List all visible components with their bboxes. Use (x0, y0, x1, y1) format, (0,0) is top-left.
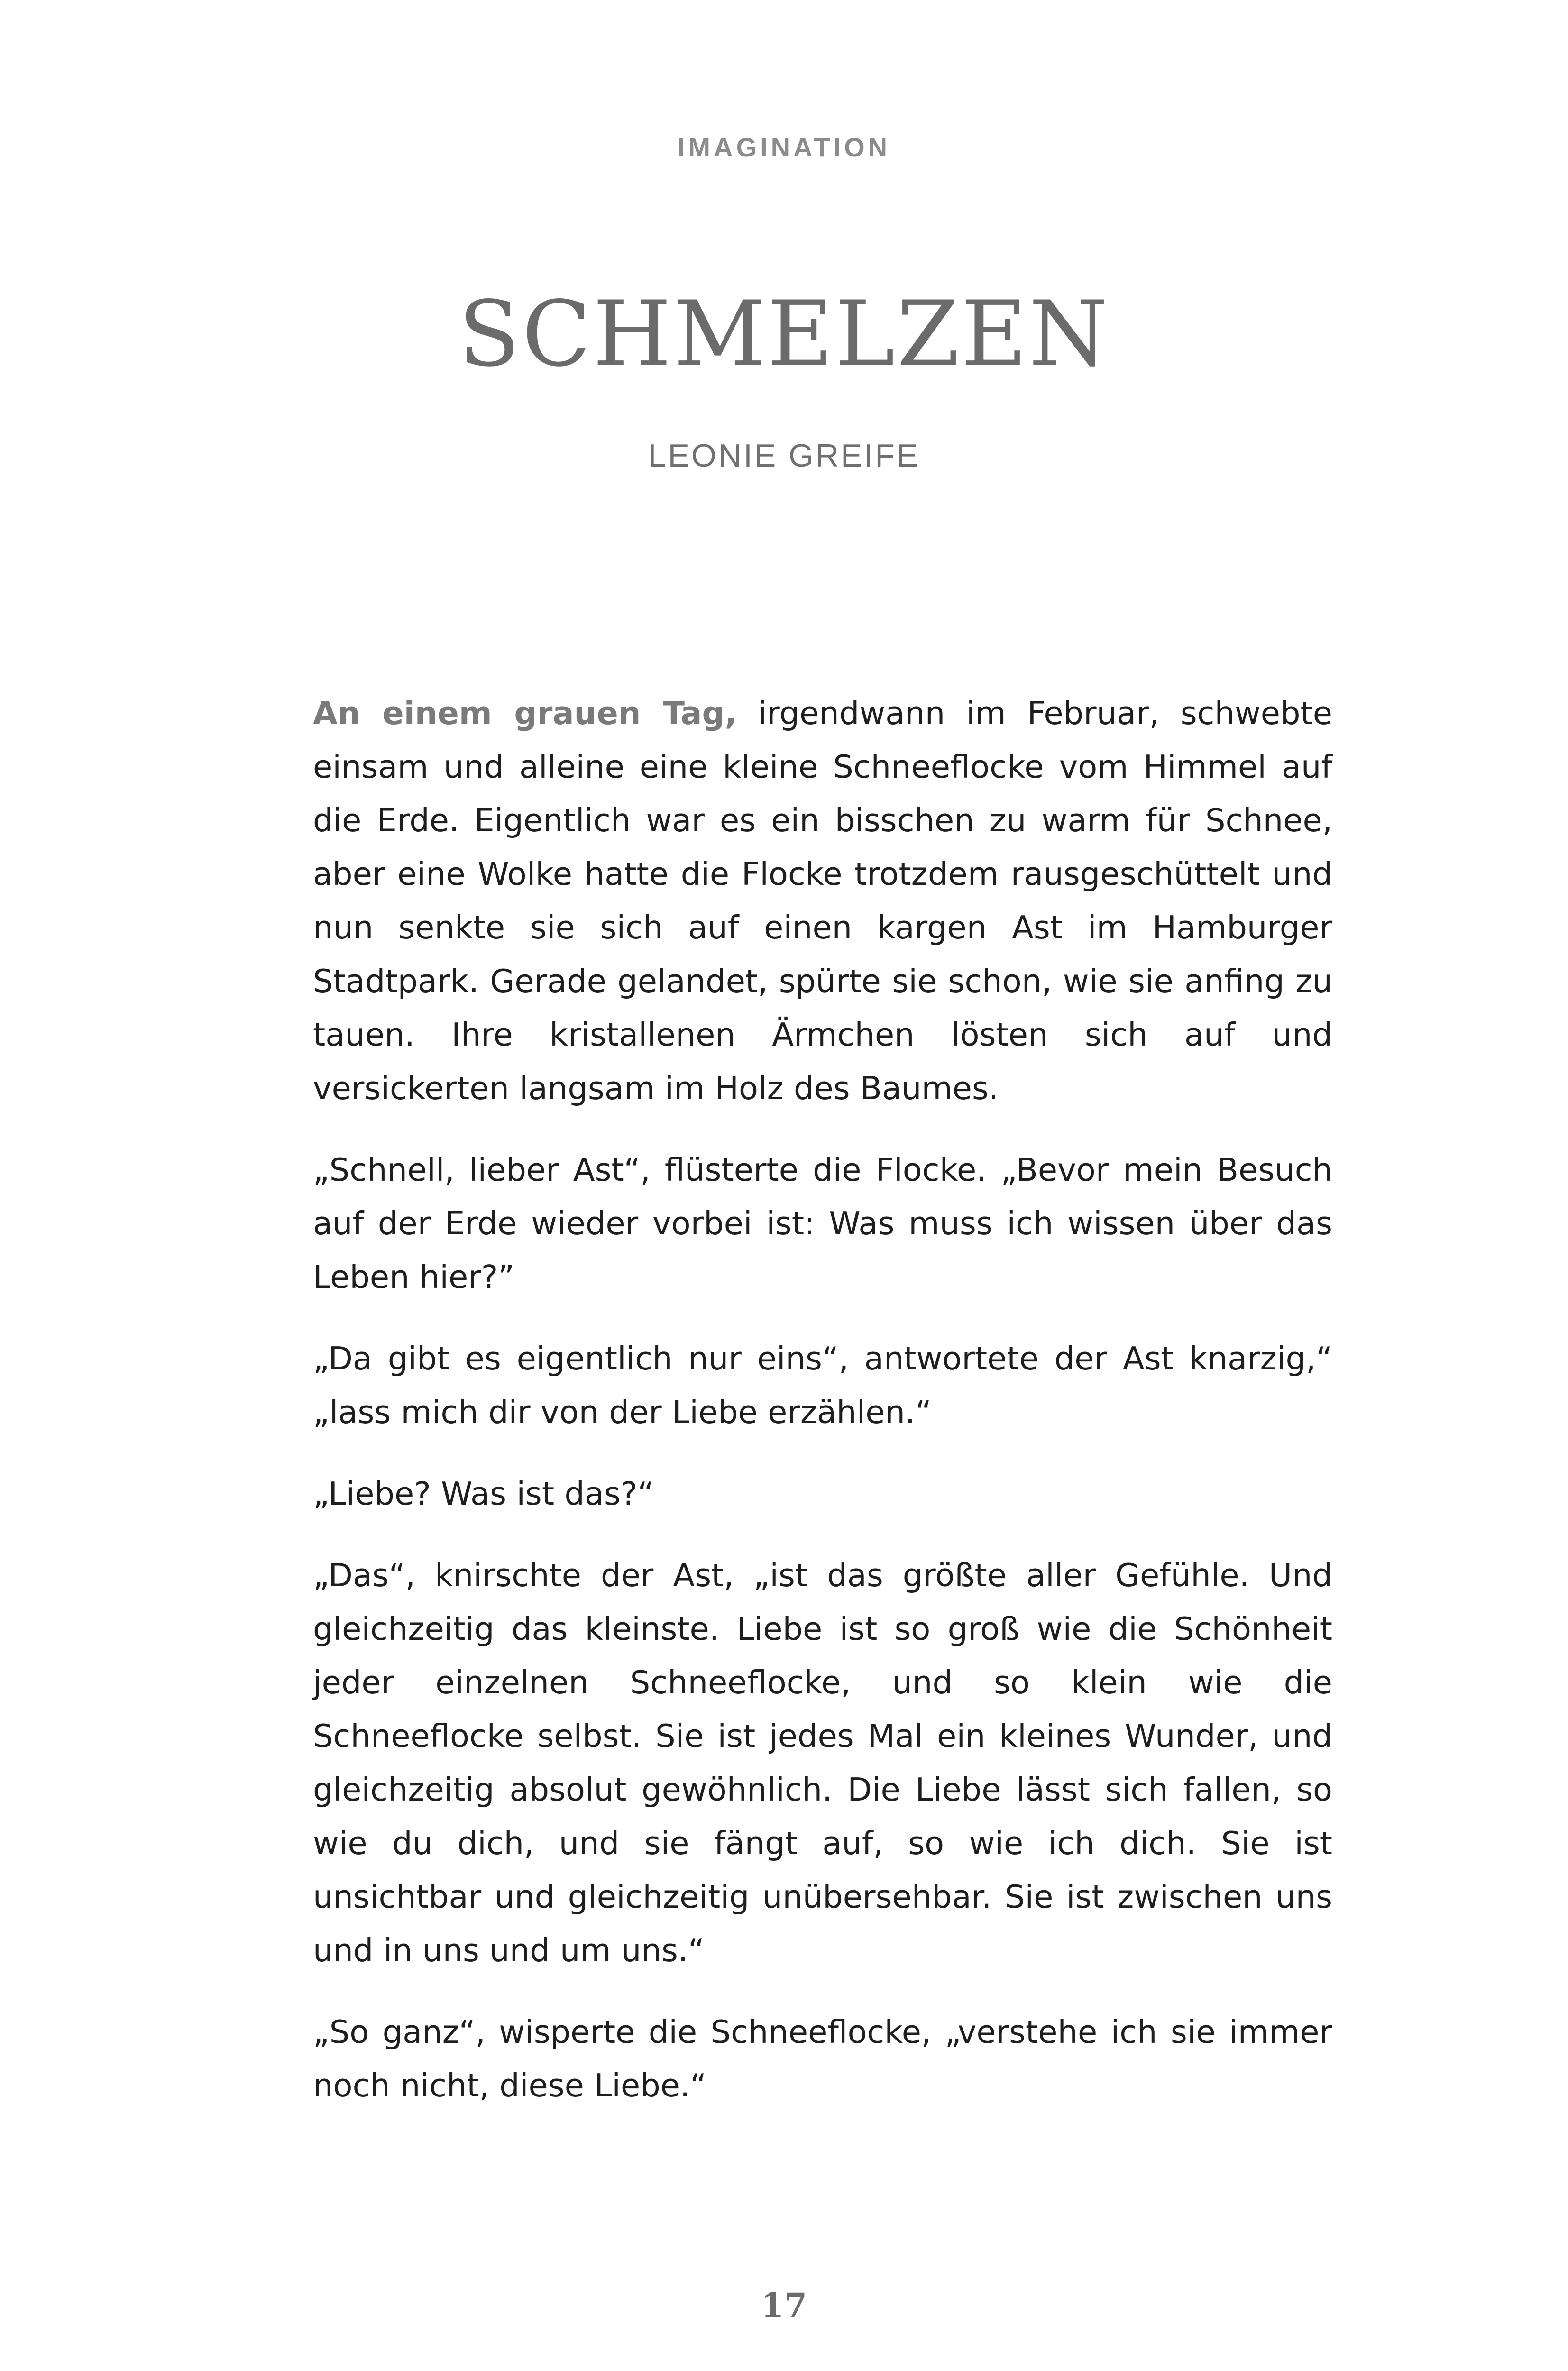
paragraph-3: „Da gibt es eigentlich nur eins“, antwortete der Ast knarzig,“ „lass mich dir von der Liebe erzählen.“ (313, 1340, 1332, 1431)
page-number: 17 (761, 2286, 807, 2325)
paragraph-6: „So ganz“, wisperte die Schneeflocke, „verstehe ich sie immer noch nicht, diese Liebe.“ (313, 2013, 1332, 2104)
story-body (313, 687, 1332, 2141)
paragraph-1-text: irgendwann im Februar, schwebte einsam und alleine eine kleine Schneeflocke vom Himmel auf die Erde. Eigentlich war es ein bisschen zu warm für Schnee, aber eine Wolke hatte die Flocke trotzdem rausgeschüttelt und nun senkte sie sich auf einen kargen Ast im Hamburger Stadtpark. Gerade gelandet, spürte sie schon, wie sie anfing zu tauen. Ihre kristallenen Ärmchen lösten sich auf und versickerten langsam im Holz des Baumes. (313, 695, 1332, 1107)
paragraph-1 (313, 687, 1332, 1115)
paragraph-4: „Liebe? Was ist das?“ (313, 1475, 654, 1512)
paragraph-5: „Das“, knirschte der Ast, „ist das größte aller Gefühle. Und gleichzeitig das kleinste. Liebe ist so groß wie die Schönheit jeder einzelnen Schneeflocke, und so klein wie die Schneeflocke selbst. Sie ist jedes Mal ein kleines Wunder, und gleichzeitig absolut gewöhnlich. Die Liebe lässt sich fallen, so wie du dich, und sie fängt auf, so wie ich dich. Sie ist unsichtbar und gleichzeitig unübersehbar. Sie ist zwischen uns und in uns und um uns.“ (313, 1557, 1332, 1969)
story-title: SCHMELZEN (458, 282, 1110, 386)
section-label: IMAGINATION (677, 132, 891, 162)
lead-in: An einem grauen Tag, (313, 695, 737, 732)
author-name: LEONIE GREIFE (648, 438, 920, 474)
paragraph-2: „Schnell, lieber Ast“, flüsterte die Flocke. „Bevor mein Besuch auf der Erde wieder vorbei ist: Was muss ich wissen über das Leben hier?” (313, 1151, 1332, 1296)
